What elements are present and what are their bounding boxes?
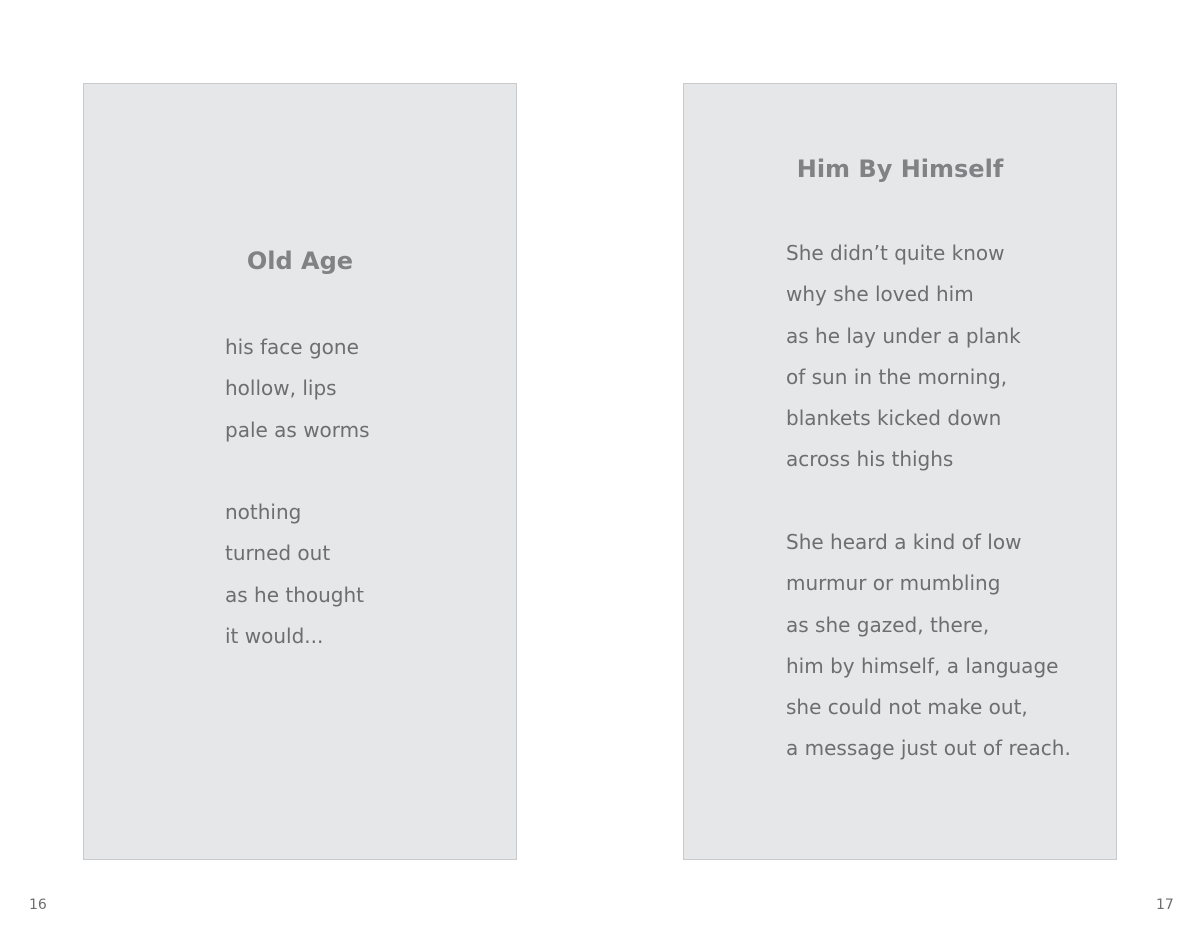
poem-title-him-by-himself: Him By Himself — [796, 155, 1004, 183]
poem-line: blankets kicked down — [786, 406, 1002, 431]
poem-line: his face gone — [225, 335, 359, 359]
poem-line: nothing — [225, 500, 302, 524]
poem-line: She didn’t quite know — [786, 241, 1005, 265]
poem-line: as she gazed, there, — [786, 612, 990, 637]
page-number-right: 17 — [1156, 897, 1174, 913]
page-number-left: 16 — [29, 897, 47, 913]
poem-stanza — [786, 522, 1071, 770]
poem-line: as he lay under a plank — [786, 323, 1021, 348]
poem-line: turned out — [225, 541, 331, 566]
poem-line: why she loved him — [786, 282, 974, 307]
poem-line: it would... — [225, 623, 324, 648]
poem-line: a message just out of reach. — [786, 736, 1071, 761]
poem-line: as he thought — [225, 582, 365, 607]
left-page-panel — [83, 83, 517, 860]
poem-line: of sun in the morning, — [786, 364, 1008, 389]
poem-title-old-age: Old Age — [246, 247, 354, 275]
poem-stanza — [225, 492, 364, 657]
poem-line: She heard a kind of low — [786, 530, 1022, 554]
poem-stanza — [225, 327, 370, 451]
poem-stanza — [786, 233, 1021, 481]
poem-line: murmur or mumbling — [786, 571, 1001, 596]
poem-line: him by himself, a language — [786, 653, 1059, 678]
poem-line: across his thighs — [786, 447, 954, 472]
right-page-panel — [683, 83, 1117, 860]
poem-line: pale as worms — [225, 417, 370, 442]
poem-line: she could not make out, — [786, 695, 1028, 720]
poem-line: hollow, lips — [225, 376, 337, 401]
